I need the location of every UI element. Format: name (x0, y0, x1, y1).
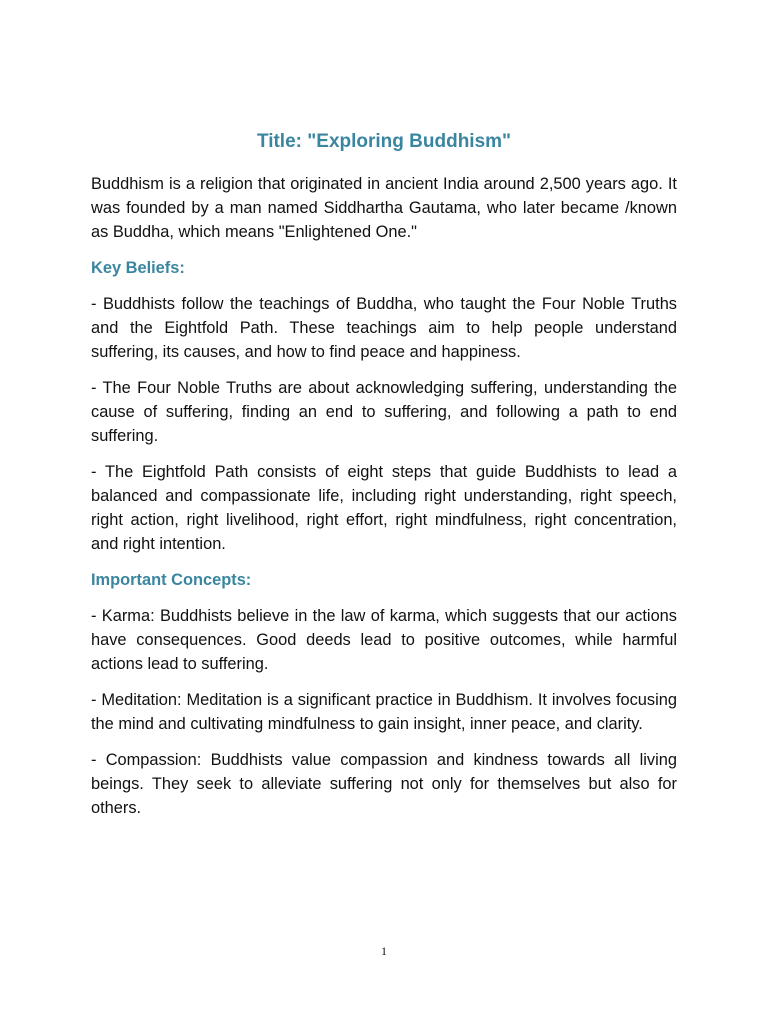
section-heading-key-beliefs: Key Beliefs: (91, 259, 185, 277)
intro-paragraph: Buddhism is a religion that originated in ancient India around 2,500 years ago. It was founded by a man named Siddhartha Gautama, who later became /known as Buddha, which means "Enlightened One." (91, 175, 677, 241)
section-important-concepts (91, 568, 677, 820)
section-heading-important-concepts: Important Concepts: (91, 571, 252, 589)
document-content (91, 128, 677, 832)
concept-paragraph: - Meditation: Meditation is a significant practice in Buddhism. It involves focusing the mind and cultivating mindfulness to gain insight, inner peace, and clarity. (91, 691, 677, 733)
belief-paragraph: - Buddhists follow the teachings of Buddha, who taught the Four Noble Truths and the Eightfold Path. These teachings aim to help people understand suffering, its causes, and how to find peace and happiness. (91, 295, 677, 361)
belief-paragraph: - The Eightfold Path consists of eight steps that guide Buddhists to lead a balanced and compassionate life, including right understanding, right speech, right action, right livelihood, right effort, right mindfulness, right concentration, and right intention. (91, 463, 677, 553)
concept-paragraph: - Compassion: Buddhists value compassion and kindness towards all living beings. They seek to alleviate suffering not only for themselves but also for others. (91, 751, 677, 817)
belief-paragraph: - The Four Noble Truths are about acknowledging suffering, understanding the cause of suffering, finding an end to suffering, and following a path to end suffering. (91, 379, 677, 445)
page-number: 1 (381, 944, 387, 958)
document-title: Title: "Exploring Buddhism" (256, 131, 512, 152)
section-key-beliefs (91, 256, 677, 556)
concept-paragraph: - Karma: Buddhists believe in the law of karma, which suggests that our actions have consequences. Good deeds lead to positive outcomes, while harmful actions lead to suffering. (91, 607, 677, 673)
